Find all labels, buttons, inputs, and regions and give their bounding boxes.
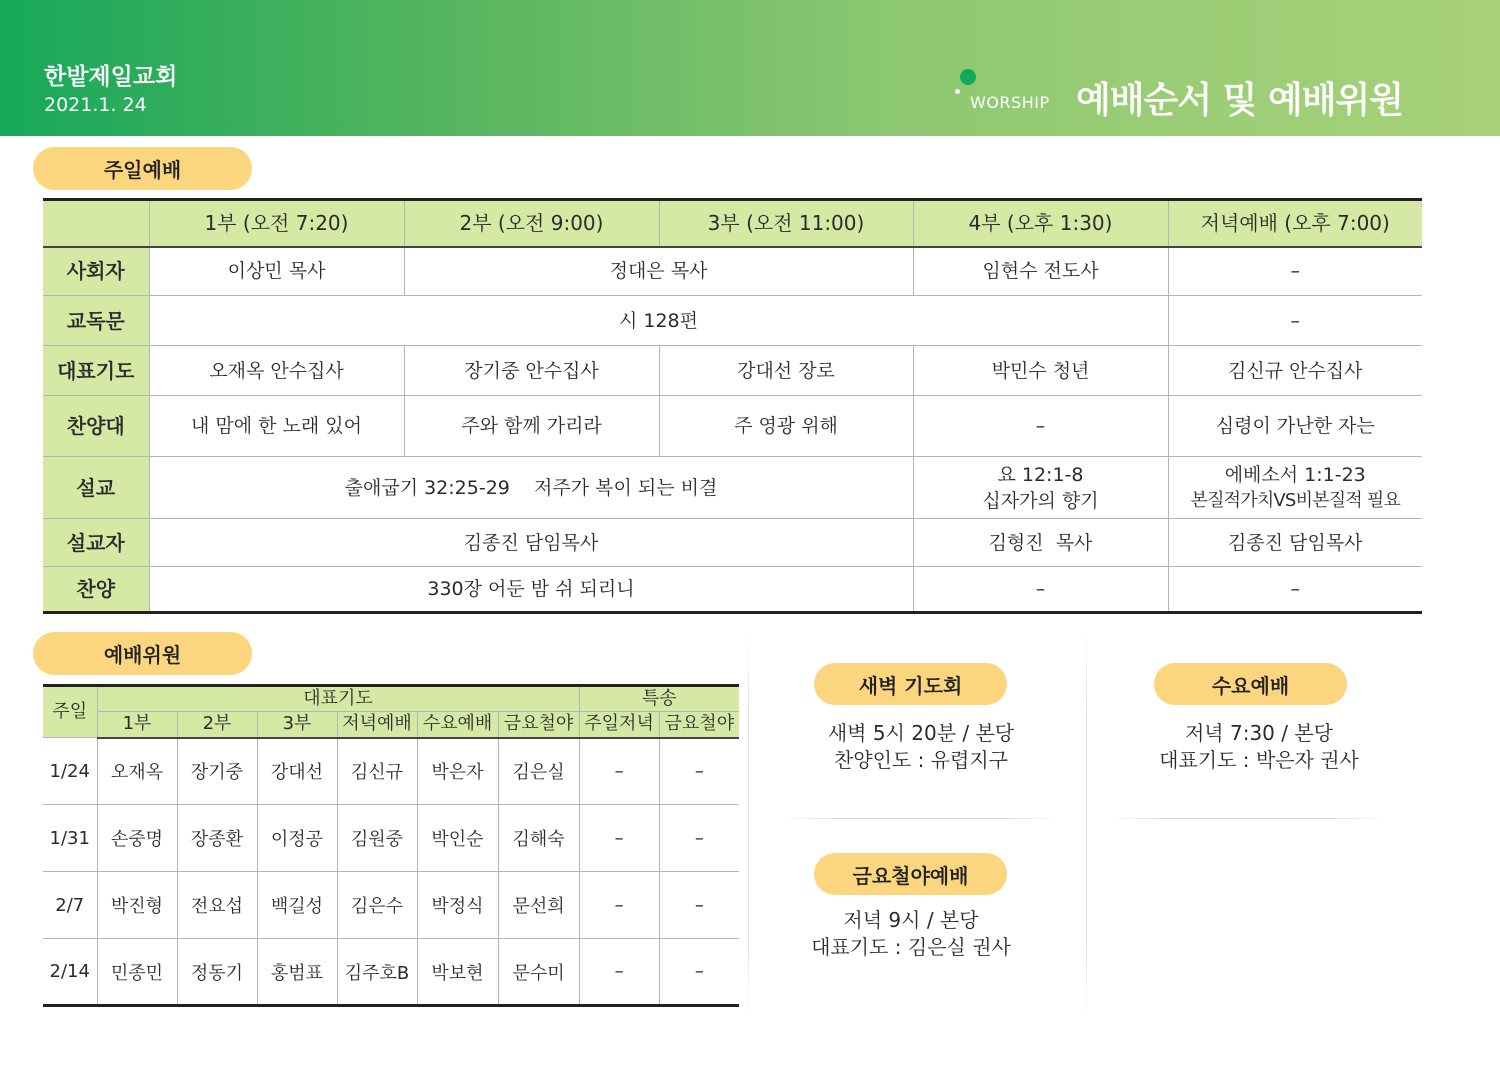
table-cell: 정동기 (177, 939, 257, 1006)
table-cell: – (579, 738, 659, 805)
bulletin-date: 2021.1. 24 (44, 94, 147, 116)
wednesday-worship-time: 저녁 7:30 / 본당 (1184, 721, 1333, 745)
table-cell: 장종환 (177, 805, 257, 872)
table-cell: – (913, 396, 1168, 457)
sermon-title: 십자가의 향기 (982, 489, 1099, 512)
table-cell: 주와 함께 가리라 (404, 396, 659, 457)
column-group-prayer: 대표기도 (97, 686, 579, 712)
dawn-prayer-time: 새벽 5시 20분 / 본당 (827, 721, 1015, 745)
table-cell: 오재옥 (97, 738, 177, 805)
panel-divider (780, 818, 1062, 819)
table-cell: 김종진 담임목사 (149, 519, 913, 567)
table-cell: 손중명 (97, 805, 177, 872)
dawn-prayer-title: 새벽 기도회 (814, 663, 1007, 705)
table-cell: 박은자 (417, 738, 498, 805)
column-header: 4부 (오후 1:30) (913, 200, 1168, 247)
column-header-date: 주일 (43, 686, 97, 738)
table-cell: 김원중 (337, 805, 417, 872)
column-header: 금요철야 (498, 712, 579, 738)
table-row (43, 872, 739, 939)
table-row (43, 519, 1422, 567)
table-cell: 김종진 담임목사 (1168, 519, 1422, 567)
dot-small-icon (955, 89, 960, 94)
table-cell: – (659, 939, 739, 1006)
wednesday-worship-title: 수요예배 (1154, 663, 1347, 705)
table-cell: 강대선 (257, 738, 337, 805)
row-header: 교독문 (43, 296, 149, 346)
table-cell: 홍범표 (257, 939, 337, 1006)
table-cell: 박보현 (417, 939, 498, 1006)
row-header: 대표기도 (43, 346, 149, 396)
section-title-roster: 예배위원 (33, 632, 252, 675)
table-row (43, 296, 1422, 346)
dawn-prayer-info (780, 720, 1062, 774)
friday-worship-prayer: 대표기도 : 김은실 권사 (811, 935, 1011, 959)
table-cell: – (579, 805, 659, 872)
table-row (43, 939, 739, 1006)
page-header (0, 0, 1500, 136)
table-cell: – (1168, 296, 1422, 346)
table-cell: 내 맘에 한 노래 있어 (149, 396, 404, 457)
table-cell: – (1168, 247, 1422, 296)
table-cell: 김형진 목사 (913, 519, 1168, 567)
sunday-worship-table (43, 198, 1422, 614)
table-cell: – (579, 939, 659, 1006)
table-cell: 330장 어둔 밤 쉬 되리니 (149, 567, 913, 613)
table-cell: – (659, 805, 739, 872)
column-header: 저녁예배 (337, 712, 417, 738)
column-header: 금요철야 (659, 712, 739, 738)
table-cell: 김주호B (337, 939, 417, 1006)
page-title: 예배순서 및 예배위원 (1076, 80, 1404, 121)
panel-divider (1086, 630, 1087, 1020)
table-cell: 이상민 목사 (149, 247, 404, 296)
worship-label: WORSHIP (970, 93, 1050, 112)
table-cell: 김은실 (498, 738, 579, 805)
table-cell: 장기중 안수집사 (404, 346, 659, 396)
column-header: 3부 (오전 11:00) (659, 200, 913, 247)
table-cell: 김신규 안수집사 (1168, 346, 1422, 396)
table-cell: 오재옥 안수집사 (149, 346, 404, 396)
column-header: 3부 (257, 712, 337, 738)
wednesday-worship-info (1118, 720, 1400, 774)
table-cell: 전요섭 (177, 872, 257, 939)
wednesday-worship-prayer: 대표기도 : 박은자 권사 (1159, 748, 1359, 772)
table-row (43, 457, 1422, 519)
worship-roster-table (43, 684, 739, 1007)
table-row (43, 247, 1422, 296)
table-row (43, 346, 1422, 396)
row-header: 찬양대 (43, 396, 149, 457)
column-header: 2부 (오전 9:00) (404, 200, 659, 247)
table-row (43, 738, 739, 805)
table-row (43, 805, 739, 872)
section-title-sunday: 주일예배 (33, 147, 252, 190)
table-cell: 주 영광 위해 (659, 396, 913, 457)
table-cell: 김신규 (337, 738, 417, 805)
dawn-prayer-leader: 찬양인도 : 유렵지구 (833, 748, 1008, 772)
table-cell: – (1168, 567, 1422, 613)
table-cell: 민종민 (97, 939, 177, 1006)
friday-worship-info (780, 907, 1042, 961)
table-cell: 김해숙 (498, 805, 579, 872)
table-cell: 출애굽기 32:25-29 저주가 복이 되는 비결 (149, 457, 913, 519)
row-date: 2/14 (43, 939, 97, 1006)
table-row (43, 567, 1422, 613)
sermon-passage: 에베소서 1:1-23 (1224, 463, 1366, 486)
table-cell: 박민수 청년 (913, 346, 1168, 396)
row-date: 1/24 (43, 738, 97, 805)
table-cell (1168, 457, 1422, 519)
dot-icon (960, 69, 976, 85)
table-cell: 박정식 (417, 872, 498, 939)
sermon-title: 본질적가치VS비본질적 필요 (1190, 489, 1401, 511)
table-cell: – (579, 872, 659, 939)
table-corner (43, 200, 149, 247)
panel-divider (1106, 818, 1388, 819)
table-cell: 장기중 (177, 738, 257, 805)
column-header: 1부 (오전 7:20) (149, 200, 404, 247)
row-date: 2/7 (43, 872, 97, 939)
table-cell: 박진형 (97, 872, 177, 939)
row-date: 1/31 (43, 805, 97, 872)
row-header: 찬양 (43, 567, 149, 613)
table-cell: 김은수 (337, 872, 417, 939)
column-header: 1부 (97, 712, 177, 738)
table-cell: 임현수 전도사 (913, 247, 1168, 296)
table-cell: 심령이 가난한 자는 (1168, 396, 1422, 457)
panel-divider (748, 630, 749, 1020)
column-header: 수요예배 (417, 712, 498, 738)
table-cell: 백길성 (257, 872, 337, 939)
column-header: 2부 (177, 712, 257, 738)
sermon-passage: 요 12:1-8 (997, 463, 1084, 486)
table-row (43, 396, 1422, 457)
table-cell (913, 457, 1168, 519)
table-cell: – (659, 872, 739, 939)
friday-worship-title: 금요철야예배 (814, 853, 1007, 895)
column-group-special: 특송 (579, 686, 739, 712)
row-header: 설교자 (43, 519, 149, 567)
table-cell: 문수미 (498, 939, 579, 1006)
row-header: 설교 (43, 457, 149, 519)
friday-worship-time: 저녁 9시 / 본당 (843, 908, 979, 932)
table-cell: 강대선 장로 (659, 346, 913, 396)
table-cell: 문선희 (498, 872, 579, 939)
table-cell: – (913, 567, 1168, 613)
table-cell: 박인순 (417, 805, 498, 872)
table-cell: 이정공 (257, 805, 337, 872)
column-header: 저녁예배 (오후 7:00) (1168, 200, 1422, 247)
table-cell: – (659, 738, 739, 805)
row-header: 사회자 (43, 247, 149, 296)
table-cell: 시 128편 (149, 296, 1168, 346)
column-header: 주일저녁 (579, 712, 659, 738)
church-name: 한밭제일교회 (44, 64, 178, 90)
table-cell: 정대은 목사 (404, 247, 913, 296)
